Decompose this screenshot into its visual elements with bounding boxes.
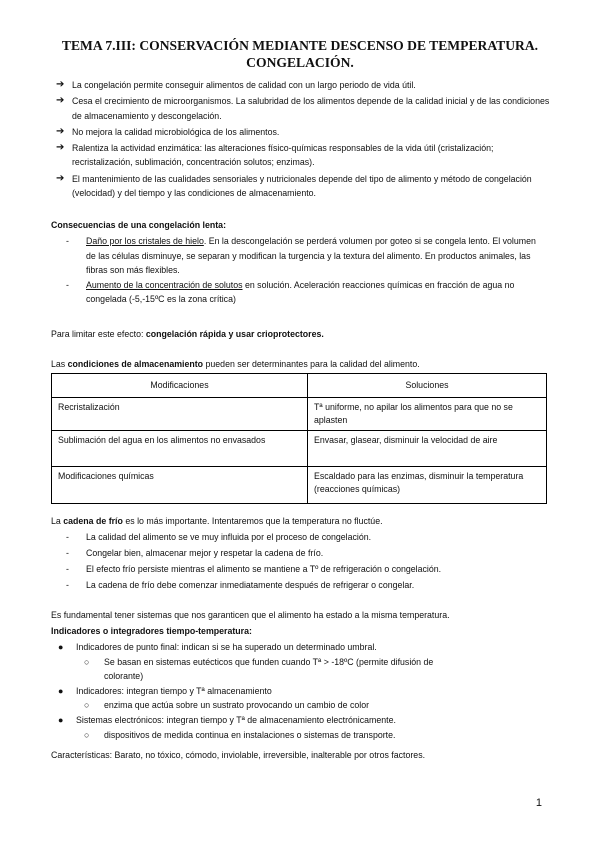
sub-list-item: ○ Se basan en sistemas eutécticos que funden cuando Tª > -18ºC (permite difusión de colorante) xyxy=(84,656,434,682)
table-row xyxy=(52,398,547,431)
table-cell: Envasar, glasear, disminuir la velocidad de aire xyxy=(308,431,547,467)
arrow-icon: ➔ xyxy=(56,95,65,107)
circle-bullet-icon: ○ xyxy=(84,700,90,711)
characteristics-line: Características: Barato, no tóxico, cómodo, inviolable, irreversible, inalterable por otros factores. xyxy=(51,750,426,760)
table-cell: Modificaciones químicas xyxy=(52,467,308,504)
intro-points-list xyxy=(56,78,556,202)
list-item: ● Sistemas electrónicos: integran tiempo y Tª de almacenamiento electrónicamente. xyxy=(58,713,548,728)
bullet-icon: ● xyxy=(58,685,64,696)
table-cell: Sublimación del agua en los alimentos no envasados xyxy=(52,431,308,467)
slow-freezing-heading: Consecuencias de una congelación lenta: xyxy=(51,220,227,230)
intro-point: ➔ No mejora la calidad microbiológica de los alimentos. xyxy=(56,125,556,140)
intro-point: ➔ El mantenimiento de las cualidades sensoriales y nutricionales depende del tipo de alimento y método de congelación (velocidad) y del tiempo y las condiciones de almacenamiento. xyxy=(56,172,532,199)
dash-icon: - xyxy=(66,532,69,542)
list-item: - Daño por los cristales de hielo. En la descongelación se perderá volumen por goteo si se congela lento. El volumen de las células disminuye, se separan y modifican la turgencia y la textura del alimento. En productos animales, las fibras son más flexibles. xyxy=(66,236,536,276)
sub-list-item: ○ enzima que actúa sobre un sustrato provocando un cambio de color xyxy=(58,698,548,713)
slow-freezing-list xyxy=(66,234,546,307)
storage-line: Las condiciones de almacenamiento pueden ser determinantes para la calidad del alimento. xyxy=(51,359,420,369)
table-row xyxy=(52,431,547,467)
intro-point: ➔ Cesa el crecimiento de microorganismos. La salubridad de los alimentos depende de la calidad inicial y de las condiciones de almacenamiento y descongelación. xyxy=(56,95,550,121)
dash-icon: - xyxy=(66,548,69,559)
cold-chain-line: La cadena de frío es lo más importante. Intentaremos que la temperatura no fluctúe. xyxy=(51,516,383,526)
indicators-list xyxy=(58,640,548,742)
list-item: - La calidad del alimento se ve muy influida por el proceso de congelación. xyxy=(66,530,546,545)
indicators-heading: Indicadores o integradores tiempo-temperatura: xyxy=(51,626,252,636)
arrow-icon: ➔ xyxy=(56,125,65,137)
arrow-icon: ➔ xyxy=(56,172,65,184)
table-header-row xyxy=(52,374,547,398)
dash-icon: - xyxy=(66,564,69,575)
table-cell: Recristalización xyxy=(52,398,308,431)
intro-point: ➔ La congelación permite conseguir alimentos de calidad con un largo periodo de vida útil. xyxy=(56,78,556,93)
circle-bullet-icon: ○ xyxy=(84,729,90,740)
table-cell: Tª uniforme, no apilar los alimentos para que no se aplasten xyxy=(308,398,547,431)
table-header-cell: Soluciones xyxy=(308,374,547,398)
arrow-icon: ➔ xyxy=(56,79,65,90)
arrow-icon: ➔ xyxy=(56,141,65,153)
list-item: ● Indicadores de punto final: indican si se ha superado un determinado umbral. xyxy=(58,640,548,655)
bullet-icon: ● xyxy=(58,642,64,652)
circle-bullet-icon: ○ xyxy=(84,656,90,667)
dash-icon: - xyxy=(66,279,69,290)
list-item: - El efecto frío persiste mientras el alimento se mantiene a Tº de refrigeración o congelación. xyxy=(66,562,546,577)
list-item: - La cadena de frío debe comenzar inmediatamente después de refrigerar o congelar. xyxy=(66,578,546,593)
dash-icon: - xyxy=(66,236,69,246)
limit-effect-line: Para limitar este efecto: congelación rápida y usar crioprotectores. xyxy=(51,329,324,339)
bullet-icon: ● xyxy=(58,714,64,725)
systems-line: Es fundamental tener sistemas que nos garanticen que el alimento ha estado a la misma temperatura. xyxy=(51,610,450,620)
list-item: - Congelar bien, almacenar mejor y respetar la cadena de frío. xyxy=(66,546,546,561)
table-cell: Escaldado para las enzimas, disminuir la temperatura (reacciones químicas) xyxy=(308,467,547,504)
sub-list-item: ○ dispositivos de medida continua en instalaciones o sistemas de transporte. xyxy=(58,728,548,743)
cold-chain-list xyxy=(66,530,546,593)
page-number: 1 xyxy=(535,797,542,809)
page-title: TEMA 7.III: CONSERVACIÓN MEDIANTE DESCENSO DE TEMPERATURA. CONGELACIÓN. xyxy=(61,38,539,70)
dash-icon: - xyxy=(66,580,69,591)
table-row xyxy=(52,467,547,504)
table-header-cell: Modificaciones xyxy=(52,374,308,398)
modifications-table xyxy=(51,373,547,504)
list-item: - Aumento de la concentración de solutos en solución. Aceleración reacciones químicas en fracción de agua no congelada (-5,-15ºC es la zona crítica) xyxy=(66,279,515,305)
intro-point: ➔ Ralentiza la actividad enzimática: las alteraciones físico-químicas responsables de la vida útil (cristalización; recristalización, sublimación, concentración solutos; enzimas). xyxy=(56,141,494,168)
list-item: ● Indicadores: integran tiempo y Tª almacenamiento xyxy=(58,684,548,699)
